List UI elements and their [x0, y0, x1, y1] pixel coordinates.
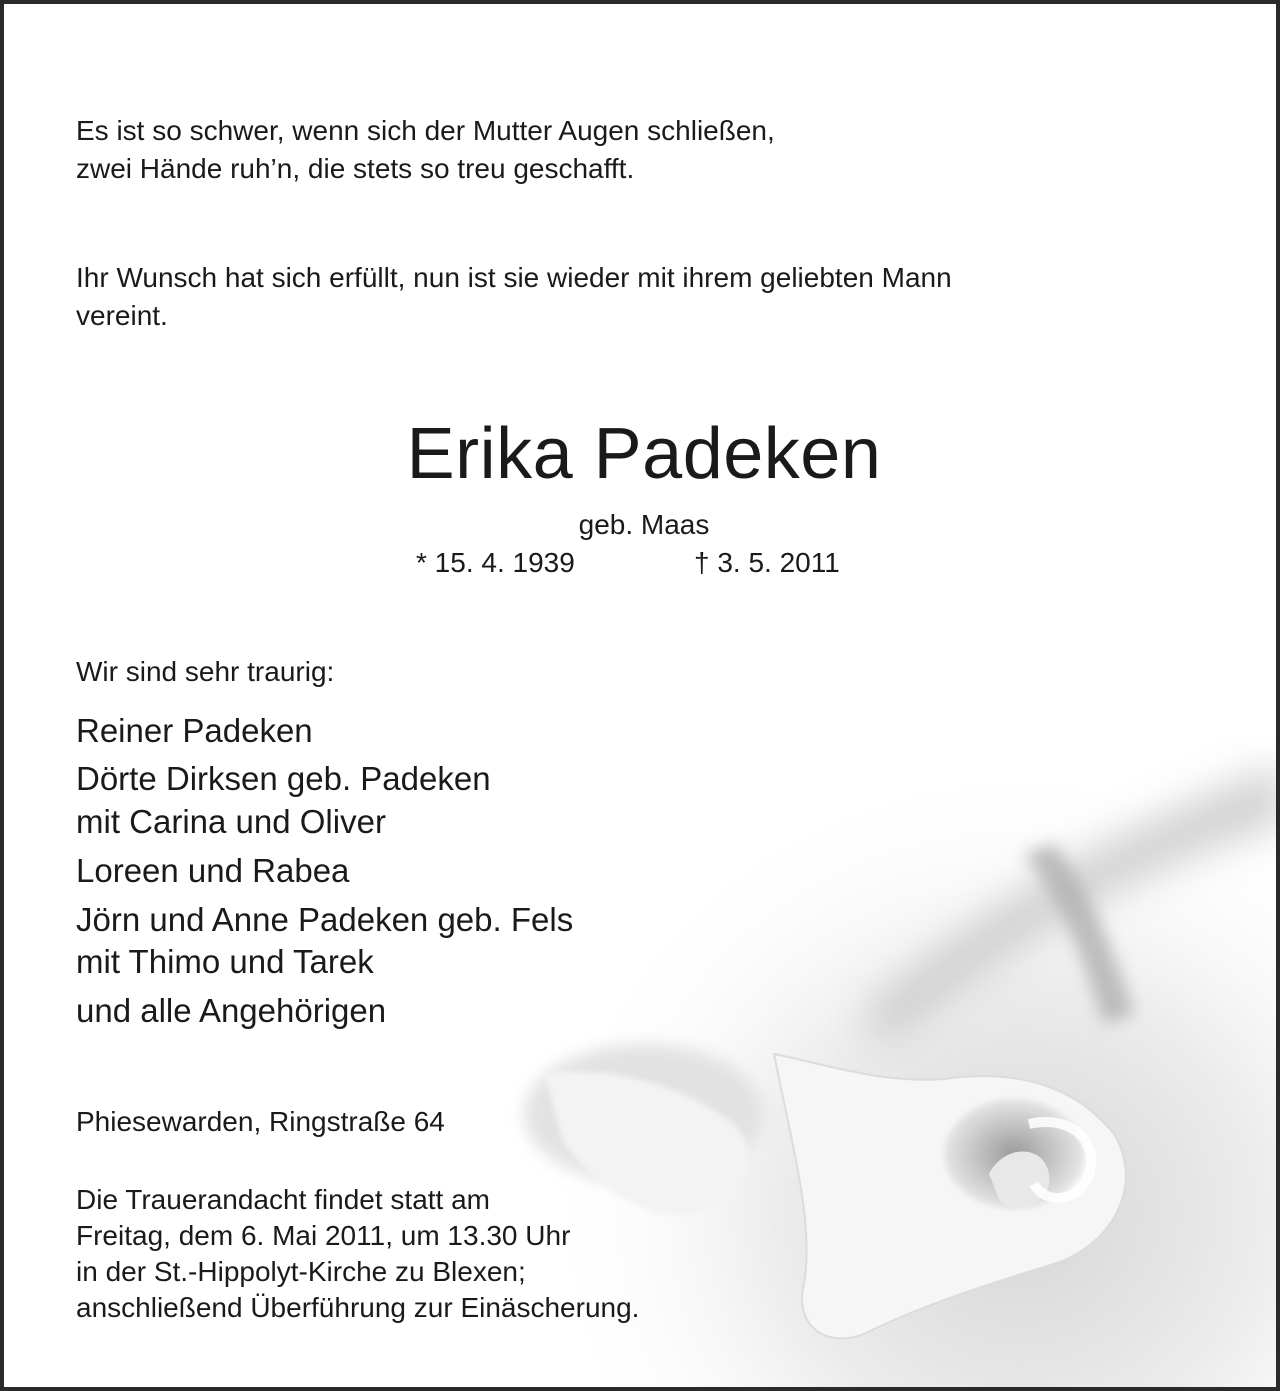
service-line-4: anschließend Überführung zur Einäscherung. — [76, 1292, 640, 1323]
birth-date: * 15. 4. 1939 — [416, 547, 575, 578]
mourner-line: mit Carina und Oliver — [76, 803, 386, 840]
mourner-line: Dörte Dirksen geb. Padeken — [76, 760, 491, 797]
mourner-line: Jörn und Anne Padeken geb. Fels — [76, 901, 574, 938]
mourner-line: und alle Angehörigen — [76, 992, 387, 1029]
deceased-name: Erika Padeken — [406, 414, 882, 494]
death-date: † 3. 5. 2011 — [694, 547, 840, 578]
service-line-3: in der St.-Hippolyt-Kirche zu Blexen; — [76, 1256, 526, 1287]
service-line-1: Die Trauerandacht findet statt am — [76, 1184, 490, 1215]
wish-line-1: Ihr Wunsch hat sich erfüllt, nun ist sie wieder mit ihrem geliebten Mann — [76, 262, 952, 293]
verse-line-1: Es ist so schwer, wenn sich der Mutter Augen schließen, — [76, 115, 775, 146]
mourner-line: mit Thimo und Tarek — [76, 943, 374, 980]
maiden-name: geb. Maas — [578, 509, 710, 540]
service-line-2: Freitag, dem 6. Mai 2011, um 13.30 Uhr — [76, 1220, 571, 1251]
mourners-intro: Wir sind sehr traurig: — [76, 656, 335, 687]
mourner-line: Reiner Padeken — [76, 712, 313, 749]
address: Phiesewarden, Ringstraße 64 — [76, 1106, 445, 1137]
mourner-line: Loreen und Rabea — [76, 852, 350, 889]
verse-line-2: zwei Hände ruh’n, die stets so treu geschafft. — [76, 153, 635, 184]
wish-line-2: vereint. — [76, 300, 168, 331]
